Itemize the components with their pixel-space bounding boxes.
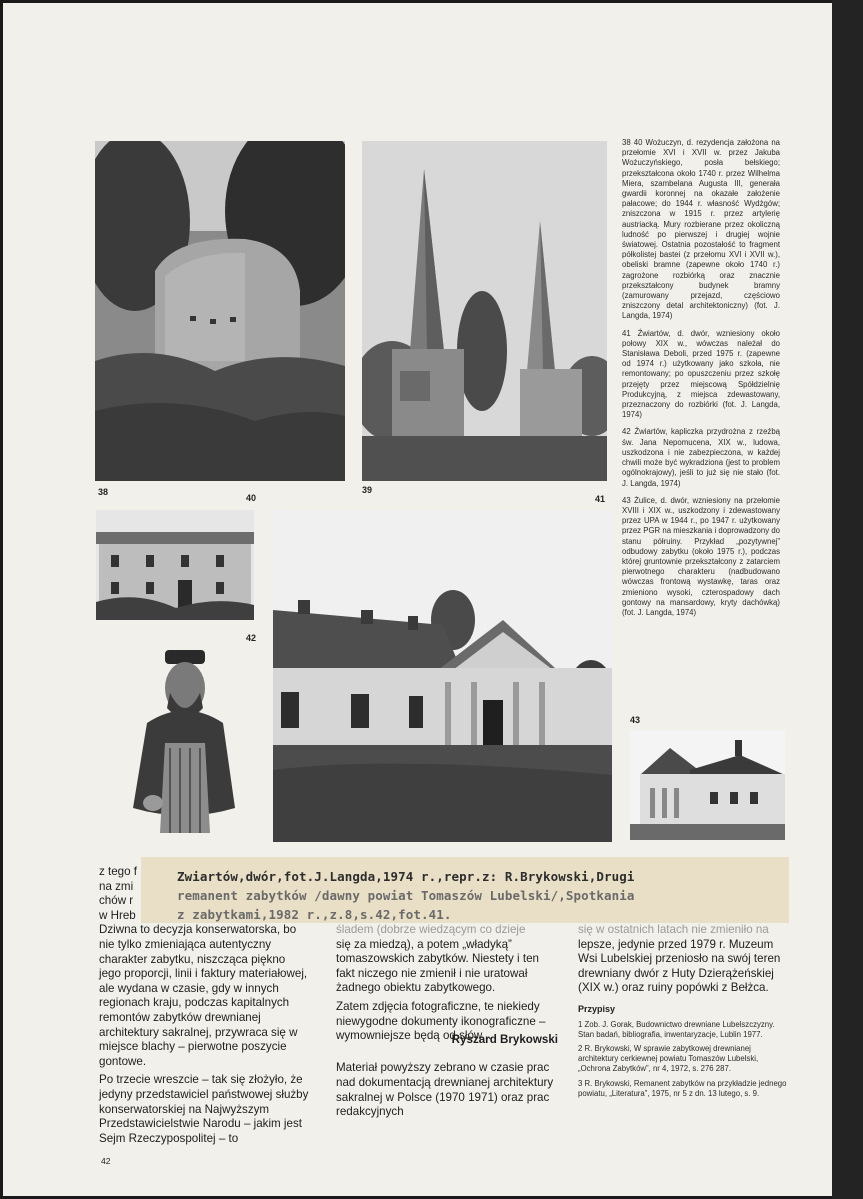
caption-43: 43 Żulice, d. dwór, wzniesiony na przełomie XVIII i XIX w., uszkodzony i zdewastowany przez UPA w 1944 r., po 1947 r. użytkowany przez PGR na mieszkania i doprowadzony do stanu półruiny. Przykład „pozytywnej” odbudowy zabytku (około 1975 r.), podczas której gruntownie przekształcony z zatarciem pierwotnego charakteru (nadbudowano wówczas frontową wystawkę, taras oraz zmieniono wysoki, czterospadowy dach gontowy na mansardowy, kryty dachówką) (fot. J. Langda, 1974) [622, 495, 780, 617]
scan-border [832, 0, 863, 1199]
footnotes-title: Przypisy [578, 1003, 616, 1014]
captions-column [622, 138, 780, 625]
photo-zwiartow-manor [273, 510, 612, 842]
col2-fragment: śladem (dobrze wiedzącym co dzieje [336, 923, 526, 936]
col1-paragraph-1: Dziwna to decyzja konserwatorska, bo nie tylko zmieniająca autentyczny charakter zabytku, niszcząca piękno jego proporcji, linii i faktury materiałowej, ale wydana w czasie, gdy w innych regionach kraju, podczas kapitalnych remontów zabytków drewnianej architektury sakralnej, przywraca się w miejsce blachy – pierwotne poszycie gontowe. [99, 923, 308, 1068]
col2-paragraph-3: Materiał powyższy zebrano w czasie prac nad dokumentacją drewnianej architektury sakralnej w Polsce (1970 1971) oraz prac redakcyjnych [336, 1061, 554, 1119]
photo-number-41: 41 [595, 494, 606, 504]
col2-paragraph-1: się za miedzą), a potem „władyką” tomaszowskich zabytków. Niestety i ten fakt niczego nie zmienił i nie uratował żadnego obiektu zabytkowego. [336, 937, 539, 995]
caption-41: 41 Źwiartów, d. dwór, wzniesiony około połowy XIX w., wówczas należał do Stanisława Deboli, przed 1975 r. (zapewne od 1974 r.) użytkowany jako szkoła, nie remontowany; po opuszczeniu przez szkołę przejęty przez miejscową Spółdzielnię Produkcyjną, z miejsca zdewastowany, przeznaczony do rozbiórki (fot. J. Langda, 1974) [622, 328, 780, 420]
text-column-3 [578, 923, 788, 1103]
col2-paragraph-2: Zatem zdjęcia fotograficzne, te niekiedy niewygodne dokumenty ikonograficzne – wymowniejsze będą od słów... [336, 999, 546, 1043]
photo-number-39: 39 [362, 485, 373, 495]
typewritten-label [141, 857, 789, 923]
col3-fragment: się w ostatnich latach nie zmieniło na [578, 923, 769, 936]
footnote-2: 2 R. Brykowski, W sprawie zabytkowej drewnianej architektury cerkiewnej powiatu Tomaszów Lubelski, „Ochrona Zabytków”, nr 4, 1972, s. 276 287. [578, 1043, 759, 1074]
photo-number-38: 38 [98, 487, 109, 497]
label-line-3: z zabytkami,1982 r.,z.8,s.42,fot.41. [177, 907, 452, 922]
photo-number-43: 43 [630, 715, 641, 725]
photo-bastion-ruin [95, 141, 345, 481]
col1-paragraph-2: Po trzecie wreszcie – tak się złożyło, że jedyny przedstawiciel państwowej służby konserwatorskiej na Najwyższym Przedstawicielstwie Narodu – jakim jest Sejm Rzeczypospolitej – to [99, 1073, 309, 1145]
article-author: Ryszard Brykowski [451, 1032, 558, 1046]
photo-statue [125, 648, 243, 840]
label-line-2: remanent zabytków /dawny powiat Tomaszów Lubelski/,Spotkania [177, 888, 635, 903]
caption-42: 42 Źwiartów, kapliczka przydrożna z rzeźbą św. Jana Nepomucena, XIX w., ludowa, uszkodzona i nie zabezpieczona, w każdej chwili może być wykradziona (jest to problem ogólnokrajowy), jeśli to już się nie stało (fot. J. Langda, 1974) [622, 427, 780, 488]
col3-paragraph-1: lepsze, jedynie przed 1979 r. Muzeum Wsi Lubelskiej przeniosło na swój teren drewniany dwór z Huty Dzierążeńskiej (XIX w.) oraz ruiny popówki z Bełżca. [578, 937, 781, 995]
document-page [3, 3, 832, 1196]
col1-fragment-2: na zmi [99, 879, 134, 893]
footnote-3: 3 R. Brykowski, Remanent zabytków na przykładzie jednego powiatu, „Literatura”, 1975, nr 5 z dn. 13 lutego, s. 9. [578, 1078, 787, 1098]
label-line-1: Zwiartów,dwór,fot.J.Langda,1974 r.,repr.z: R.Brykowski,Drugi [177, 869, 635, 884]
photo-manor-small [96, 510, 254, 620]
col1-fragment-4: w Hreb [99, 908, 136, 922]
text-column-2 [336, 923, 558, 1124]
photo-number-42: 42 [246, 633, 257, 643]
page-number: 42 [101, 1156, 111, 1166]
photo-number-40: 40 [246, 493, 257, 503]
col1-fragment-3: chów r [99, 894, 134, 908]
photo-obelisks [362, 141, 607, 481]
col1-fragment-1: z tego f [99, 865, 138, 878]
photo-zulice-manor [630, 730, 785, 840]
caption-38-40: 38 40 Wożuczyn, d. rezydencja założona na przełomie XVI i XVII w. przez Jakuba Wożuczyńskiego, posła bełskiego; przekształcona około 1740 r. przez Wilhelma Miera, szambelana Augusta III, generała gwardii koronnej na okazałe założenie pałacowe; do 1944 r. własność Wydżgów; zniszczona w 1915 r. przez artylerię austriacką. Mury rozbierane przez okoliczną ludność po pierwszej i drugiej wojnie światowej. Ostatnia pozostałość to fragment półkolistej bastei (z przełomu XVI i XVII w.), obeliski bramne (zapewne około 1740 r.) zagrożone rozbiórką oraz znacznie przekształcony budynek bramny (zamurowany przejazd, częściowo zniszczony detal architektoniczny) (fot. J. Langda, 1974) [622, 138, 780, 321]
footnote-1: 1 Zob. J. Gorak, Budownictwo drewniane Lubelszczyzny. Stan badań, bibliografia, inwentaryzacje, Lublin 1977. [578, 1019, 775, 1039]
